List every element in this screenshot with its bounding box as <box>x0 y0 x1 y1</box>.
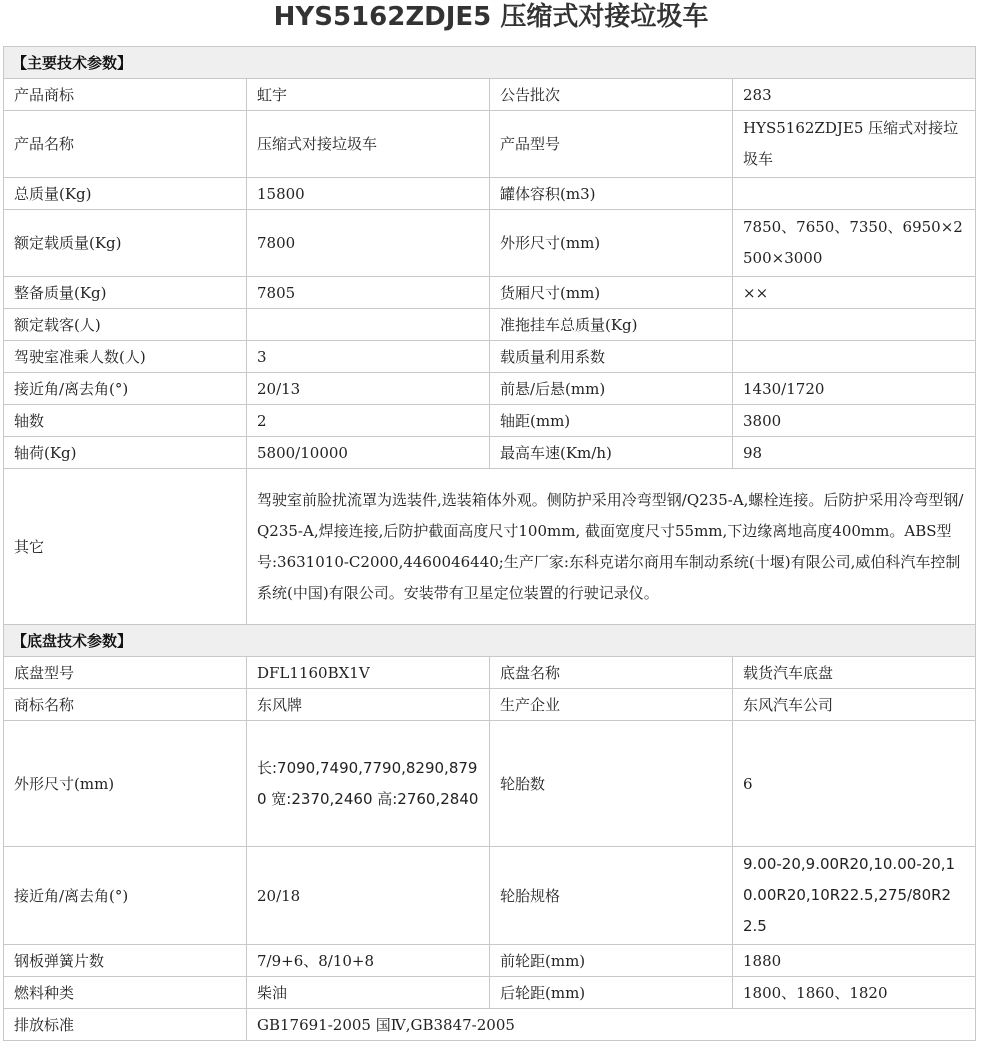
spec-value: GB17691-2005 国Ⅳ,GB3847-2005 <box>247 1009 976 1041</box>
spec-label: 底盘名称 <box>490 657 733 689</box>
table-row <box>4 689 976 721</box>
table-row <box>4 178 976 210</box>
table-row <box>4 277 976 309</box>
page-title: HYS5162ZDJE5 压缩式对接垃圾车 <box>273 2 709 32</box>
section-header-row <box>4 47 976 79</box>
table-row <box>4 341 976 373</box>
table-row <box>4 373 976 405</box>
spec-value: 1430/1720 <box>733 373 976 405</box>
spec-value: 1800、1860、1820 <box>733 977 976 1009</box>
spec-label: 额定载客(人) <box>4 309 247 341</box>
spec-label: 前悬/后悬(mm) <box>490 373 733 405</box>
spec-value: 7805 <box>247 277 490 309</box>
spec-label: 接近角/离去角(°) <box>4 373 247 405</box>
spec-value: 9.00-20,9.00R20,10.00-20,10.00R20,10R22.5,275/80R22.5 <box>733 847 976 945</box>
spec-value: DFL1160BX1V <box>247 657 490 689</box>
spec-label: 准拖挂车总质量(Kg) <box>490 309 733 341</box>
spec-label: 轴数 <box>4 405 247 437</box>
spec-value: 1880 <box>733 945 976 977</box>
spec-table <box>3 46 976 1041</box>
spec-label: 罐体容积(m3) <box>490 178 733 210</box>
spec-label: 总质量(Kg) <box>4 178 247 210</box>
spec-label: 产品商标 <box>4 79 247 111</box>
spec-label: 后轮距(mm) <box>490 977 733 1009</box>
spec-value: 压缩式对接垃圾车 <box>247 111 490 178</box>
spec-label: 前轮距(mm) <box>490 945 733 977</box>
spec-label: 轴距(mm) <box>490 405 733 437</box>
spec-value: 20/18 <box>247 847 490 945</box>
spec-value <box>733 309 976 341</box>
spec-value: 东风汽车公司 <box>733 689 976 721</box>
spec-label: 外形尺寸(mm) <box>4 721 247 847</box>
spec-value: 7/9+6、8/10+8 <box>247 945 490 977</box>
spec-value: 3 <box>247 341 490 373</box>
spec-value <box>733 341 976 373</box>
table-row <box>4 405 976 437</box>
spec-value: 7850、7650、7350、6950×2500×3000 <box>733 210 976 277</box>
chassis-section-header: 【底盘技术参数】 <box>4 625 976 657</box>
spec-value: 283 <box>733 79 976 111</box>
table-row <box>4 111 976 178</box>
spec-value: 东风牌 <box>247 689 490 721</box>
spec-label: 驾驶室准乘人数(人) <box>4 341 247 373</box>
spec-value: 长:7090,7490,7790,8290,8790 宽:2370,2460 高:2760,2840 <box>247 721 490 847</box>
table-row <box>4 79 976 111</box>
spec-label: 接近角/离去角(°) <box>4 847 247 945</box>
spec-value: 20/13 <box>247 373 490 405</box>
spec-value: 柴油 <box>247 977 490 1009</box>
spec-label: 底盘型号 <box>4 657 247 689</box>
table-row <box>4 657 976 689</box>
spec-label: 产品名称 <box>4 111 247 178</box>
table-row <box>4 1009 976 1041</box>
spec-label: 载质量利用系数 <box>490 341 733 373</box>
table-row <box>4 945 976 977</box>
spec-value: 7800 <box>247 210 490 277</box>
table-row <box>4 469 976 625</box>
spec-value: 3800 <box>733 405 976 437</box>
spec-value: 2 <box>247 405 490 437</box>
spec-value: 虹宇 <box>247 79 490 111</box>
spec-value: 98 <box>733 437 976 469</box>
table-row <box>4 437 976 469</box>
spec-value: 15800 <box>247 178 490 210</box>
main-section-header: 【主要技术参数】 <box>4 47 976 79</box>
section-header-row <box>4 625 976 657</box>
spec-label: 燃料种类 <box>4 977 247 1009</box>
spec-value: 载货汽车底盘 <box>733 657 976 689</box>
spec-label: 整备质量(Kg) <box>4 277 247 309</box>
spec-label: 商标名称 <box>4 689 247 721</box>
spec-value: HYS5162ZDJE5 压缩式对接垃圾车 <box>733 111 976 178</box>
spec-label: 最高车速(Km/h) <box>490 437 733 469</box>
table-row <box>4 210 976 277</box>
spec-value: 5800/10000 <box>247 437 490 469</box>
spec-value: 6 <box>733 721 976 847</box>
spec-label: 产品型号 <box>490 111 733 178</box>
spec-value <box>733 178 976 210</box>
table-row <box>4 309 976 341</box>
spec-label: 公告批次 <box>490 79 733 111</box>
spec-label: 生产企业 <box>490 689 733 721</box>
spec-label: 排放标准 <box>4 1009 247 1041</box>
spec-label: 货厢尺寸(mm) <box>490 277 733 309</box>
spec-label: 轴荷(Kg) <box>4 437 247 469</box>
spec-value <box>247 309 490 341</box>
spec-label: 轮胎数 <box>490 721 733 847</box>
spec-label: 外形尺寸(mm) <box>490 210 733 277</box>
spec-label: 额定载质量(Kg) <box>4 210 247 277</box>
spec-value: ×× <box>733 277 976 309</box>
other-label: 其它 <box>4 469 247 625</box>
spec-label: 轮胎规格 <box>490 847 733 945</box>
table-row <box>4 977 976 1009</box>
other-text: 驾驶室前脸扰流罩为选装件,选装箱体外观。侧防护采用冷弯型钢/Q235-A,螺栓连接。后防护采用冷弯型钢/Q235-A,焊接连接,后防护截面高度尺寸100mm, 截面宽度尺寸55mm,下边缘离地高度400mm。ABS型号:3631010-C2000,4460046440;生产厂家:东科克诺尔商用车制动系统(十堰)有限公司,威伯科汽车控制系统(中国)有限公司。安装带有卫星定位装置的行驶记录仪。 <box>247 469 976 625</box>
spec-label: 钢板弹簧片数 <box>4 945 247 977</box>
table-row <box>4 721 976 847</box>
table-row <box>4 847 976 945</box>
